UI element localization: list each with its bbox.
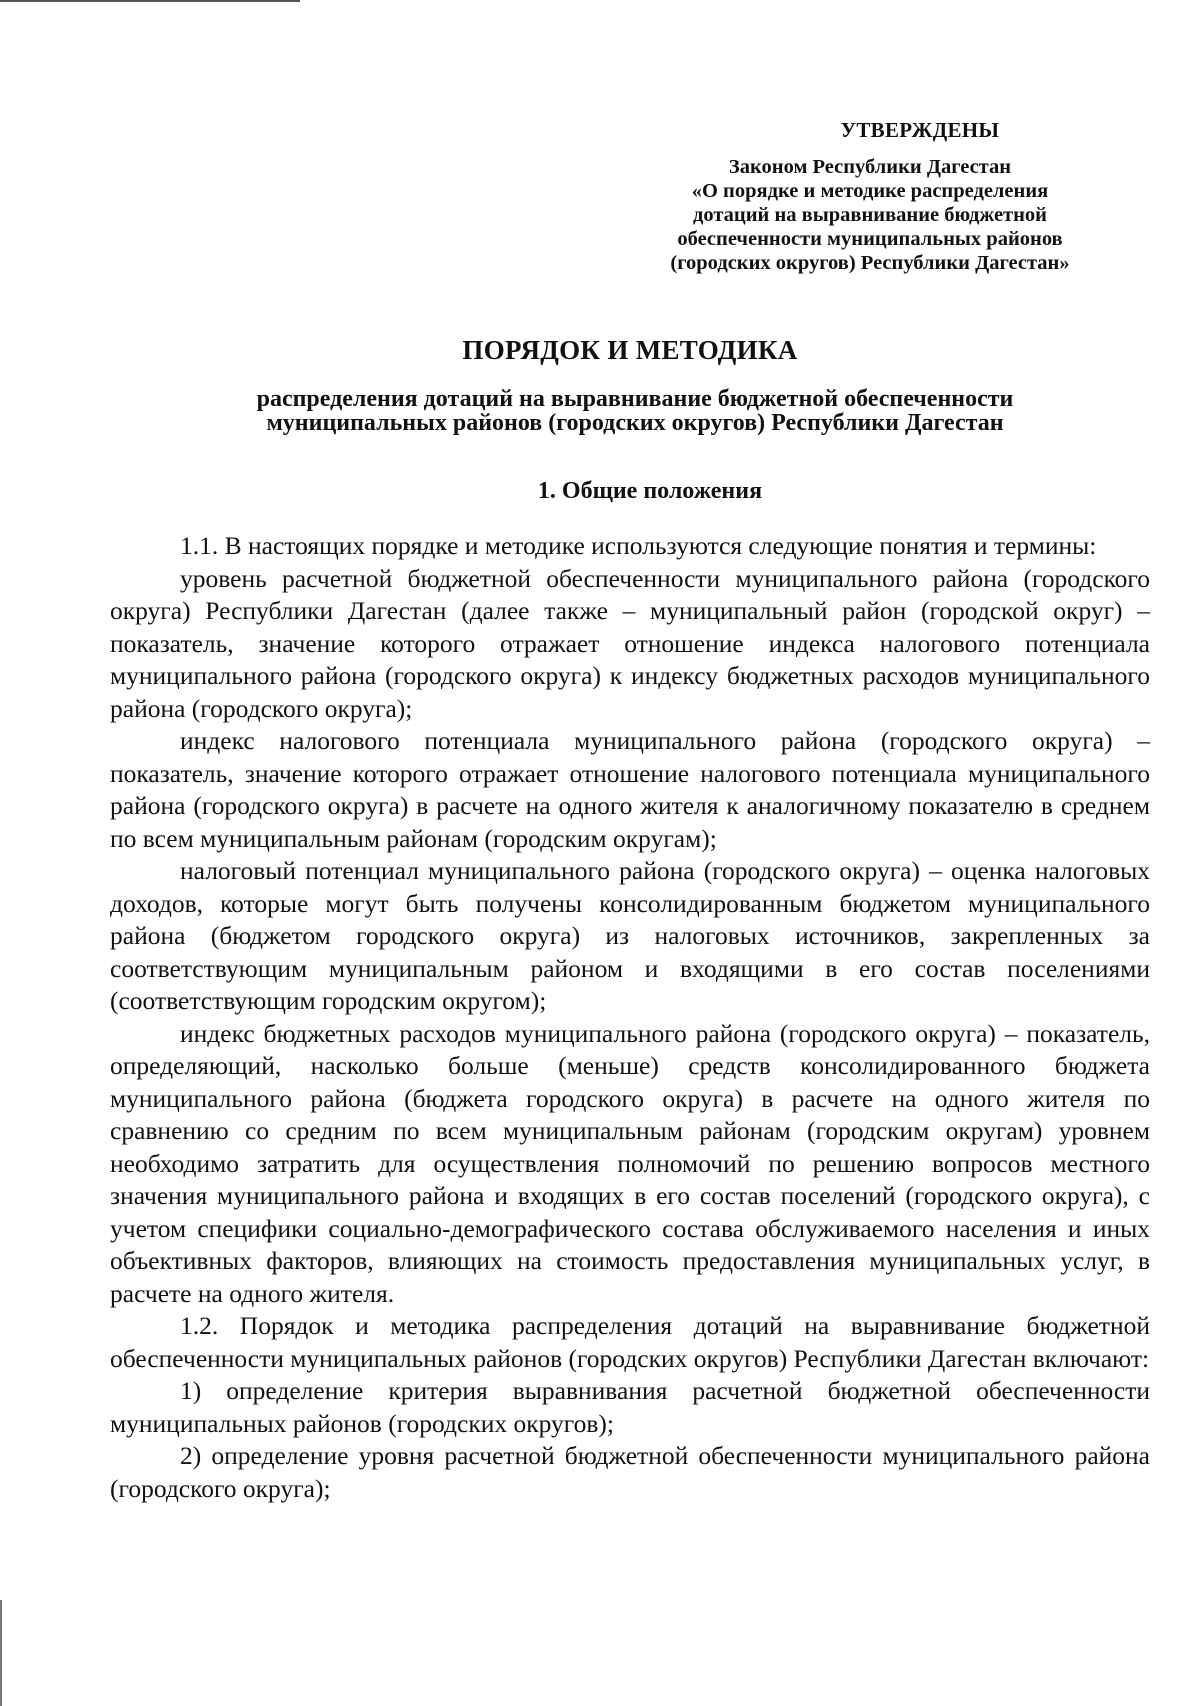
paragraph: уровень расчетной бюджетной обеспеченности муниципального района (городского округа) Республики Дагестан (далее также – муниципальный район (городской округ) – показатель, значение которого отражает отношение индекса налогового потенциала муниципального района (городского округа) к индексу бюджетных расходов муниципального района (городского округа); [110, 563, 1150, 723]
paragraph: 2) определение уровня расчетной бюджетной обеспеченности муниципального района (городского округа); [110, 1441, 1150, 1503]
scan-edge-top [0, 0, 300, 2]
approval-line: «О порядке и методике распределения [691, 180, 1049, 202]
paragraph: налоговый потенциал муниципального района (городского округа) – оценка налоговых доходов, которые могут быть получены консолидированным бюджетом муниципального района (бюджетом городского округа) из налоговых источников, закрепленных за соответствующим муниципальным районом и входящими в его состав поселениями (соответствующим городским округом); [110, 856, 1150, 1015]
document-title: ПОРЯДОК И МЕТОДИКА [462, 335, 798, 365]
paragraph: 1) определение критерия выравнивания расчетной бюджетной обеспеченности муниципальных районов (городских округов); [110, 1376, 1150, 1438]
paragraph: индекс налогового потенциала муниципального района (городского округа) – показатель, значение которого отражает отношение налогового потенциала муниципального района (городского округа) в расчете на одного жителя к аналогичному показателю в среднем по всем муниципальным районам (городским округам); [110, 726, 1150, 853]
scan-edge-left [0, 1600, 2, 1706]
document-subtitle [0, 387, 1200, 435]
section-heading: 1. Общие положения [537, 478, 763, 504]
approval-line: (городских округов) Республики Дагестан» [670, 252, 1070, 274]
paragraph: 1.2. Порядок и методика распределения дотаций на выравнивание бюджетной обеспеченности муниципальных районов (городских округов) Республики Дагестан включают: [110, 1311, 1150, 1373]
subtitle-line: муниципальных районов (городских округов) Республики Дагестан [266, 410, 1004, 436]
document-body [110, 530, 1150, 1505]
subtitle-line: распределения дотаций на выравнивание бюджетной обеспеченности [256, 386, 1014, 412]
approval-block [600, 118, 1140, 275]
approval-line: Законом Республики Дагестан [728, 156, 1012, 178]
paragraph: 1.1. В настоящих порядке и методике используются следующие понятия и термины: [180, 531, 1097, 560]
approval-line: дотаций на выравнивание бюджетной [692, 204, 1047, 226]
approval-heading: УТВЕРЖДЕНЫ [840, 118, 1000, 142]
paragraph: индекс бюджетных расходов муниципального района (городского округа) – показатель, определяющий, насколько больше (меньше) средств консолидированного бюджета муниципального района (бюджета городского округа) в расчете на одного жителя по сравнению со средним по всем муниципальным районам (городским округам) уровнем необходимо затратить для осуществления полномочий по решению вопросов местного значения муниципального района и входящих в его состав поселений (городского округа), с учетом специфики социально-демографического состава обслуживаемого населения и иных объективных факторов, влияющих на стоимость предоставления муниципальных услуг, в расчете на одного жителя. [110, 1018, 1150, 1308]
approval-line: обеспеченности муниципальных районов [677, 228, 1063, 250]
